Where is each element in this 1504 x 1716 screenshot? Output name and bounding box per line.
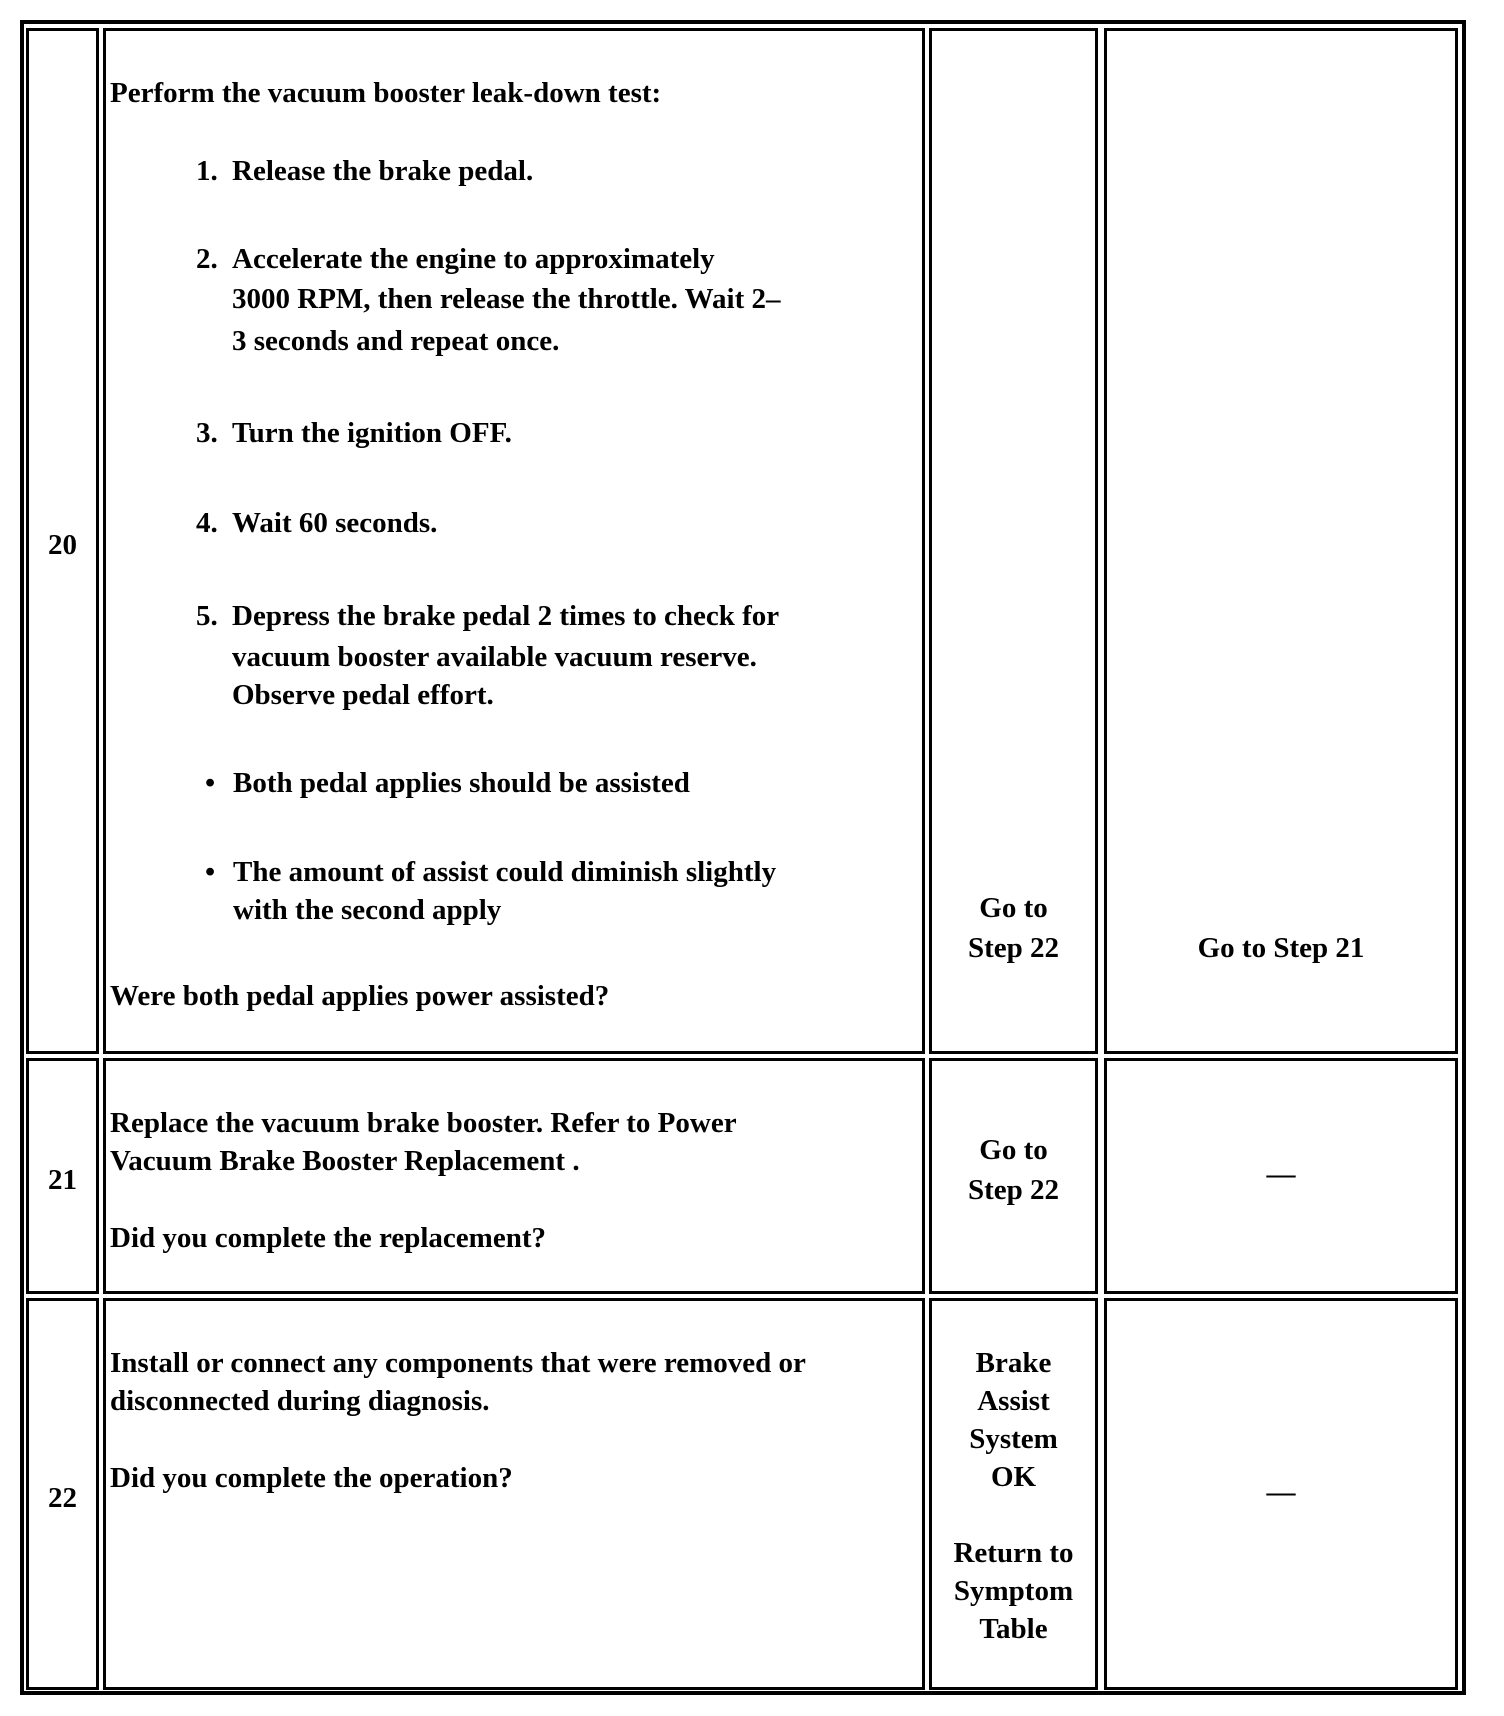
row-20-step-2-line-2: 3000 RPM, then release the throttle. Wait 2– — [232, 283, 781, 315]
row-20-intro: Perform the vacuum booster leak-down test: — [110, 77, 662, 109]
row-20-step-1-number: 1. — [196, 155, 218, 187]
row-22-step-number: 22 — [48, 1482, 77, 1514]
row-20-step-5-line-1: Depress the brake pedal 2 times to check for — [232, 600, 780, 632]
row-20-step-4-number: 4. — [196, 507, 218, 539]
row-21-yes-line-1: Go to — [979, 1134, 1048, 1166]
row-20-step-4-line-1: Wait 60 seconds. — [232, 507, 438, 539]
row-20-step-number: 20 — [48, 529, 77, 561]
row-22-yes-line-8: Table — [979, 1613, 1048, 1645]
row-20-step-5-line-2: vacuum booster available vacuum reserve. — [232, 641, 757, 673]
row-20-no-cell — [1104, 28, 1458, 1054]
row-20-bullet-1-symbol: • — [205, 767, 216, 799]
row-20-bullet-1-line-1: Both pedal applies should be assisted — [233, 767, 690, 799]
row-22-yes-line-1: Brake — [975, 1347, 1052, 1379]
row-22-question: Did you complete the operation? — [110, 1462, 513, 1494]
row-20-question: Were both pedal applies power assisted? — [110, 980, 610, 1012]
row-20-step-2-number: 2. — [196, 243, 218, 275]
row-21-line-1: Replace the vacuum brake booster. Refer to Power — [110, 1107, 737, 1139]
row-20-bullet-2-line-2: with the second apply — [233, 894, 502, 926]
row-22-line-1: Install or connect any components that were removed or — [110, 1347, 806, 1379]
row-22-yes-line-7: Symptom — [953, 1575, 1074, 1607]
row-22-yes-line-6: Return to — [953, 1537, 1074, 1569]
row-22-no-text: — — [1266, 1476, 1296, 1508]
row-21-question: Did you complete the replacement? — [110, 1222, 546, 1254]
row-20-step-3-line-1: Turn the ignition OFF. — [232, 417, 512, 449]
row-21-no-text: — — [1266, 1158, 1296, 1190]
row-22-yes-line-3: System — [969, 1423, 1058, 1455]
row-21-step-number: 21 — [48, 1164, 77, 1196]
row-20-step-3-number: 3. — [196, 417, 218, 449]
row-20-step-2-line-3: 3 seconds and repeat once. — [232, 325, 560, 357]
row-20-step-1-line-1: Release the brake pedal. — [232, 155, 534, 187]
row-20-bullet-2-symbol: • — [205, 856, 216, 888]
row-22-yes-line-4: OK — [990, 1461, 1037, 1493]
row-20-step-2-line-1: Accelerate the engine to approximately — [232, 243, 715, 275]
row-20-step-5-line-3: Observe pedal effort. — [232, 679, 494, 711]
row-20-bullet-2-line-1: The amount of assist could diminish slightly — [233, 856, 777, 888]
row-22-line-2: disconnected during diagnosis. — [110, 1385, 490, 1417]
row-20-no-text: Go to Step 21 — [1197, 932, 1365, 964]
row-20-yes-line-1: Go to — [979, 892, 1048, 924]
row-22-yes-line-2: Assist — [977, 1385, 1050, 1417]
row-20-step-5-number: 5. — [196, 600, 218, 632]
row-21-yes-line-2: Step 22 — [967, 1174, 1060, 1206]
row-20-yes-line-2: Step 22 — [967, 932, 1060, 964]
row-21-line-2: Vacuum Brake Booster Replacement . — [110, 1145, 580, 1177]
